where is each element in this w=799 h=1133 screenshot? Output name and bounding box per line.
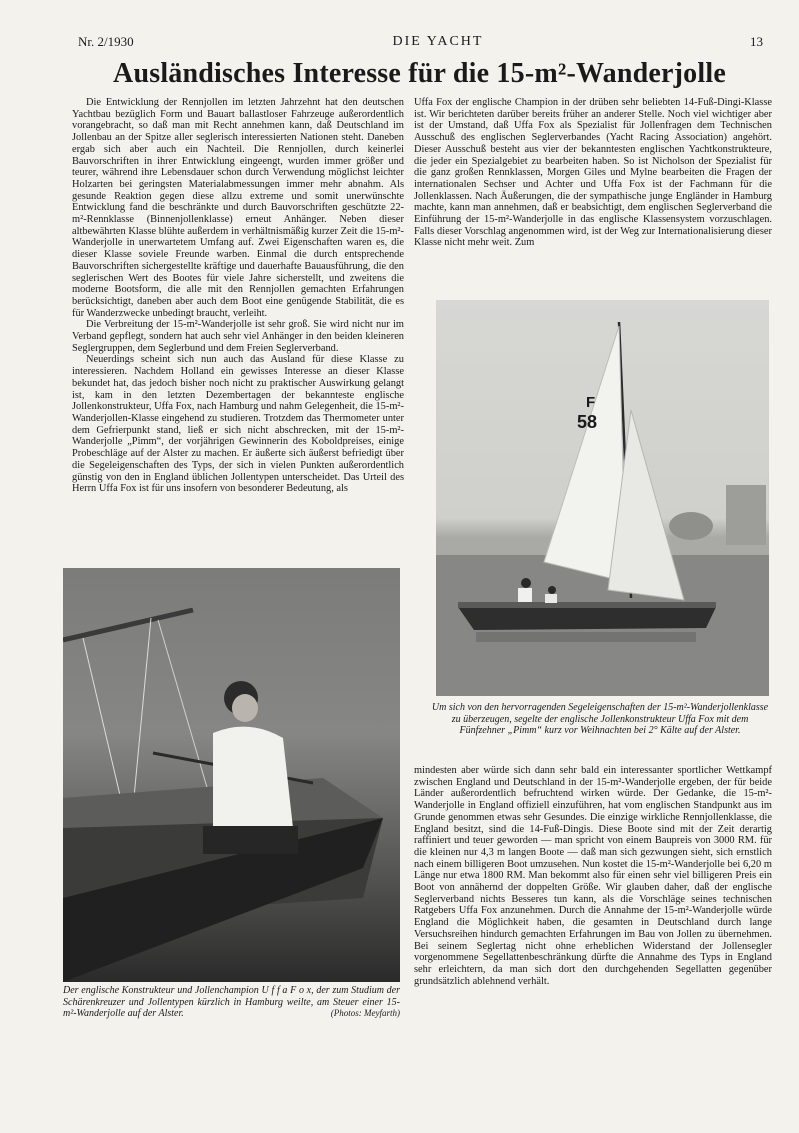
page-number: 13 bbox=[750, 34, 763, 49]
photo-credit: (Photos: Meyfarth) bbox=[330, 1008, 400, 1018]
caption-text: Der englische Konstrukteur und Jollenchampion U f f a F o x, der zum Studium der Schärenkreuzer und Jollentypen kürzlich in Hamburg weilte, am Steuer einer 15-m²-Wanderjolle auf der Alster. bbox=[63, 985, 400, 1019]
article-title: Ausländisches Interesse für die 15-m²-Wanderjolle bbox=[113, 58, 726, 89]
helmsman-illustration bbox=[63, 568, 400, 982]
uffa-fox-photo bbox=[63, 568, 400, 982]
paragraph: Die Verbreitung der 15-m²-Wanderjolle ist sehr groß. Sie wird nicht nur im Verband gepflegt, sondern hat auch sehr viel Anhänger in den beiden kleineren Seglergruppen, dem Seglerbund und dem Freien Seglerverband. bbox=[72, 319, 404, 354]
left-column bbox=[72, 97, 404, 565]
page-header bbox=[78, 34, 763, 52]
paragraph: mindesten aber würde sich dann sehr bald ein interessanter sportlicher Wettkampf zwischen England und Deutschland in der 15-m²-Wanderjolle ergeben, der für beide Länder außerordentlich befruchtend wirken würde. Der Gedanke, die 15-m²-Wanderjolle in England offiziell einzuführen, hat vom englischen Standpunkt aus im Grunde genommen etwas sehr Gesundes. Die einzige wirkliche Rennjollenklasse, die England besitzt, sind die 14-Fuß-Dingis. Diese Boote sind mit der Zeit derartig raffiniert und teuer geworden — man spricht von einem Baupreis von 3000 RM. für die kleinen nur 4,3 m langen Boote — daß man sich gezwungen sieht, sich ernstlich nach einem billigeren Boot umzusehen. Nun kostet die 15-m²-Wanderjolle bei 6,20 m Länge nur etwa 1800 RM. Man bekommt also für einen sehr viel billigeren Preis ein Boot von annähernd der doppelten Größe. Wir glauben daher, daß der englische Seglerverband nichts Besseres tun kann, als die Vorschläge seines technischen Ratgebers Uffa Fox anzunehmen. Durch die Annahme der 15-m²-Wanderjolle würde England die Möglichkeit haben, die gesamten in Deutschland durch lange Versuchsreihen hindurch gemachten Erfahrungen im Bau von Jollen zu übernehmen. Bei seinem Seglertag nicht ohne erheblichen Widerstand der Jollensegler vorgenommene Segellattenbeschränkung dürfte die Annahme des Typs in England sehr erleichtern, da man sich dort den durchgehenden Segellatten gegenüber grundsätzlich ablehnend verhält. bbox=[414, 765, 772, 987]
issue-number: Nr. 2/1930 bbox=[78, 34, 134, 49]
paragraph: Die Entwicklung der Rennjollen im letzten Jahrzehnt hat den deutschen Yachtbau bezüglich Form und Bauart ballastloser Fahrzeuge außerordentlich vorangebracht, so daß man mit Recht annehmen kann, daß Deutschland im Jollenbau an der Spitze aller seglerisch interessierten Nationen steht. Daneben ergab sich aber auch ein Nachteil. Die Rennjollen, durch keinerlei Bauvorschriften in ihrer Entwicklung eingeengt, wurden immer größer und teurer, während ihre Lebensdauer schon durch Verwendung möglichst leichter Holzarten bei geringsten Materialabmessungen immer mehr abnahm. Als gesunde Reaktion gegen diese allzu extreme und somit unerwünschte Entwicklung fand die beschränkte und durch Bauvorschriften geschützte 22-m²-Rennklasse (Binnenjollenklasse) erneut Anhänger. Neben dieser altbewährten Klasse blühte außerdem in verhältnismäßig kurzer Zeit die 15-m²-Wanderjolle in unerwartetem Umfang auf. Zwei Eigenschaften waren es, die dieser Klasse soviele Freunde warben. Einmal die durch entsprechende Bauvorschriften sichergestellte kräftige und dauerhafte Bauausführung, die den seglerischen Wert des Bootes für viele Jahre sicherstellt, und zweitens die moderne Bootsform, die alle mit den Rennjollen gemachten Erfahrungen berücksichtigt, daneben aber auch dem Boot eine genügende Stabilität, die es für Wanderzwecke unbedingt braucht, verleiht. bbox=[72, 97, 404, 319]
right-column-bottom bbox=[414, 765, 772, 1065]
magazine-name: DIE YACHT bbox=[392, 34, 484, 49]
paragraph: Neuerdings scheint sich nun auch das Ausland für diese Klasse zu interessieren. Nachdem Holland ein gewisses Interesse an dieser Klasse bekundet hat, das jedoch bisher noch nicht zu praktischer Auswirkung gelangt ist, kam in den letzten Dezembertagen der bekannteste englische Jollenkonstrukteur, Uffa Fox, nach Hamburg und nahm Gelegenheit, die 15-m²-Wanderjollen-Klasse eingehend zu studieren. Trotzdem das Thermometer unter dem Gefrierpunkt stand, ließ er sich nicht abschrecken, mit der 15-m²-Wanderjolle „Pimm“, der vorjährigen Gewinnerin des Koboldpreises, einige Probeschläge auf der Alster zu machen. Er äußerte sich äußerst befriedigt über die Segeleigenschaften des Typs, der sich in vielen Punkten außerordentlich günstig von den in England üblichen Jollentypen unterscheidet. Das Urteil des Herrn Uffa Fox ist für uns insofern von besonderer Bedeutung, als bbox=[72, 354, 404, 495]
right-photo-caption: Um sich von den hervorragenden Segeleigenschaften der 15-m²-Wanderjollenklasse zu überzeugen, segelte der englische Jollenkonstrukteur Uffa Fox mit dem Fünfzehner „Pimm“ kurz vor Weihnachten bei 2° Kälte auf der Alster. bbox=[431, 702, 769, 736]
right-column-top bbox=[414, 97, 772, 297]
left-photo-caption bbox=[63, 985, 400, 1020]
sail-letter: F bbox=[586, 394, 596, 411]
paragraph: Uffa Fox der englische Champion in der drüben sehr beliebten 14-Fuß-Dingi-Klasse ist. Wir berichteten darüber bereits früher an anderer Stelle. Noch viel wichtiger aber ist der Umstand, daß Uffa Fox als Spezialist für Jollenfragen dem Technischen Ausschuß des englischen Seglerverbandes (Yacht Racing Association) angehört. Dieser Ausschuß besteht aus vier der bekanntesten englischen Yachtkonstrukteure, die jeder ein Spezialgebiet zu bearbeiten haben. So ist Nicholson der Spezialist für die ganz großen Rennklassen, Morgen Giles und Mylne bearbeiten die Fragen der internationalen Sechser und Achter und Uffa Fox ist der Fachmann für die Jollenklassen. Nach Äußerungen, die der sympathische junge Engländer in Hamburg machte, kann man annehmen, daß er beabsichtigt, dem englischen Seglerverband die Einführung der 15-m²-Wanderjolle in das englische Klassensystem vorzuschlagen. Falls dieser Vorschlag angenommen wird, ist der Weg zur Internationalisierung dieser Klasse nicht mehr weit. Zum bbox=[414, 97, 772, 249]
sail-number: 58 bbox=[577, 412, 598, 432]
sailboat-photo bbox=[436, 300, 769, 696]
sailboat-illustration bbox=[436, 300, 769, 696]
